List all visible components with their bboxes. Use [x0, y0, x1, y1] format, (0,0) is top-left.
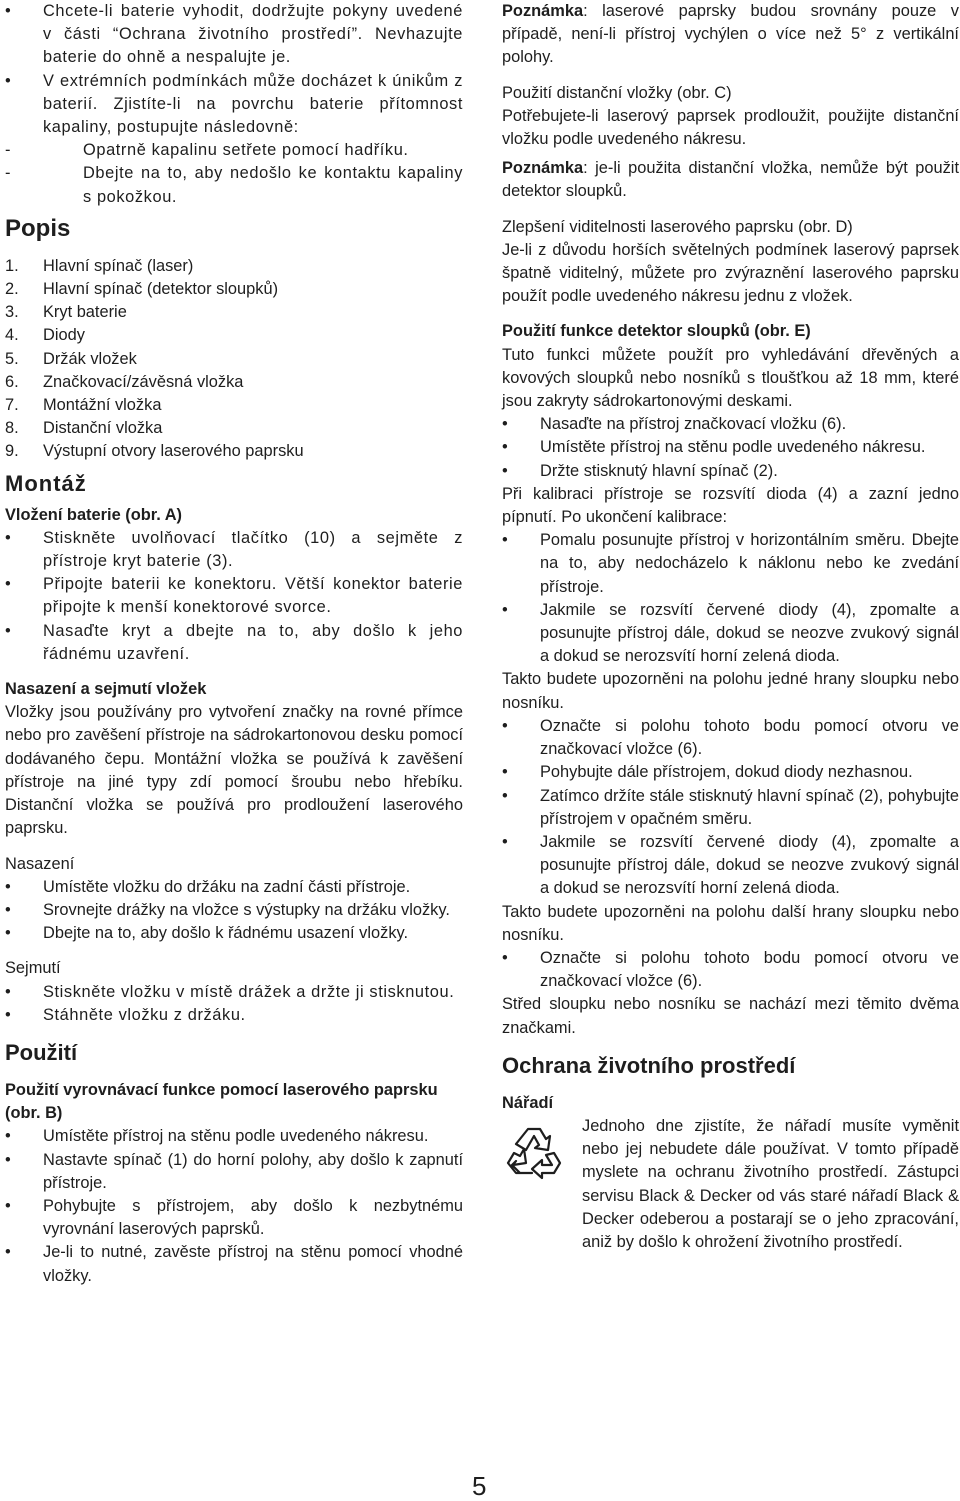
list-item: • Nastavte spínač (1) do horní polohy, aby došlo k zapnutí přístroje.: [5, 1149, 463, 1195]
recycle-icon: [502, 1119, 566, 1183]
list-item: • Nasaďte na přístroj značkovací vložku (6).: [502, 413, 959, 436]
distancni-text: Potřebujete-li laserový paprsek prodloužit, použijte distanční vložku podle uvedeného nákresu.: [502, 106, 959, 149]
list-item: • Pohybujte s přístrojem, aby došlo k nezbytnému vyrovnání laserových paprsků.: [5, 1195, 463, 1241]
item-text: Hlavní spínač (detektor sloupků): [43, 280, 279, 299]
pouziti-heading: Použití: [5, 1039, 78, 1065]
nasazeni-sejmuti-text: Vložky jsou používány pro vytvoření značky na rovné přímce nebo pro zavěšení přístroje na sádrokartonovou desku pomocí dodávaného čepu. Montážní vložka se používá k zavěšení přístroje na jiné typy zdí pomocí šroubu nebo hřebíku. Distanční vložka se používá pro prodloužení laserového paprsku.: [5, 703, 463, 838]
poznamka-note: [502, 0, 959, 70]
list-item: [5, 440, 463, 463]
list-item: • Připojte baterii ke konektoru. Větší konektor baterie připojte k menší konektorové svorce.: [5, 573, 463, 619]
list-item: • Jakmile se rozsvítí červené diody (4), zpomalte a posunujte přístroj dále, dokud se neozve zvukový signál a dokud se nerozsvítí horní zelená dioda.: [502, 599, 959, 669]
vlozeni-list: [5, 527, 463, 666]
oznacte-list: [502, 715, 959, 901]
note-label: Poznámka: [502, 2, 584, 20]
list-item: [5, 162, 463, 208]
note-text: : je-li použita distanční vložka, nemůže být použit detektor sloupků.: [502, 159, 959, 201]
item-number: 4.: [5, 326, 19, 345]
list-item: • Srovnejte drážky na vložce s výstupky na držáku vložky.: [5, 899, 463, 922]
naradi-text: Jednoho dne zjistíte, že nářadí musíte vyměnit nebo jej nebudete dále používat. V tomto případě myslete na ochranu životního prostředí. Zástupci servisu Black & Decker od vás staré nářadí Black & Decker odeberou a postarají se o jeho zpracování, aniž by došlo k ohrožení životního prostředí.: [582, 1116, 959, 1251]
detektor-heading: Použití funkce detektor sloupků (obr. E): [502, 322, 811, 341]
stred-text: Střed sloupku nebo nosníku se nachází mezi těmito dvěma značkami.: [502, 995, 959, 1037]
vlozeni-heading: Vložení baterie (obr. A): [5, 505, 182, 524]
list-item: • Označte si polohu tohoto bodu pomocí otvoru ve značkovací vložce (6).: [502, 715, 959, 761]
upozorneni-text: Takto budete upozorněni na polohu jedné hrany sloupku nebo nosníku.: [502, 670, 959, 712]
item-text: Výstupní otvory laserového paprsku: [43, 442, 304, 461]
list-item: [5, 348, 463, 371]
nasazeni-sejmuti-heading: Nasazení a sejmutí vložek: [5, 680, 207, 699]
list-item: • Označte si polohu tohoto bodu pomocí otvoru ve značkovací vložce (6).: [502, 947, 959, 993]
vyrovnavaci-heading: Použití vyrovnávací funkce pomocí laserového paprsku (obr. B): [5, 1080, 438, 1123]
parts-list: [5, 255, 463, 464]
list-item: • Nasaďte kryt a dbejte na to, aby došlo k jeho řádnému uzavření.: [5, 620, 463, 666]
list-item: • Jakmile se rozsvítí červené diody (4), zpomalte a posunujte přístroj dále, dokud se neozve zvukový signál a dokud se nerozsvítí horní zelená dioda.: [502, 831, 959, 901]
list-item: • Pohybujte dále přístrojem, dokud diody nezhasnou.: [502, 761, 959, 784]
list-item: • Je-li to nutné, zavěste přístroj na stěnu pomocí vhodné vložky.: [5, 1241, 463, 1287]
poznamka-note-2: [502, 157, 959, 203]
sejmuti-list: [5, 981, 463, 1027]
item-text: Kryt baterie: [43, 303, 127, 322]
battery-bullet-list: [5, 0, 463, 139]
note-label: Poznámka: [502, 159, 584, 178]
list-item: [5, 371, 463, 394]
item-number: 9.: [5, 442, 19, 461]
list-item: • Zatímco držíte stále stisknutý hlavní spínač (2), pohybujte přístrojem v opačném směru.: [502, 785, 959, 831]
list-item: • Stiskněte vložku v místě drážek a držte ji stisknutou.: [5, 981, 463, 1004]
list-item: • Pomalu posunujte přístroj v horizontálním směru. Dbejte na to, aby nedocházelo k náklonu nebo ke zvedání přístroje.: [502, 529, 959, 599]
right-column: [502, 0, 959, 1254]
detektor-text: Tuto funkci můžete použít pro vyhledávání dřevěných a kovových sloupků nebo nosníků s tloušťkou až 18 mm, které jsou zakryty sádrokartonovými deskami.: [502, 345, 959, 411]
list-item: [5, 417, 463, 440]
list-item: • Dbejte na to, aby došlo k řádnému usazení vložky.: [5, 922, 463, 945]
battery-dash-list: [5, 139, 463, 209]
list-item: • V extrémních podmínkách může docházet k únikům z baterií. Zjistíte-li na povrchu baterie přítomnost kapaliny, postupujte následovně:: [5, 70, 463, 140]
item-text: Držák vložek: [43, 349, 137, 368]
kalibrace-list: [502, 529, 959, 668]
montaz-heading: Montáž: [5, 470, 87, 496]
list-item: [5, 301, 463, 324]
list-item: [5, 278, 463, 301]
list-item: • Umístěte přístroj na stěnu podle uvedeného nákresu.: [502, 436, 959, 459]
detektor-list: [502, 413, 959, 483]
item-number: 7.: [5, 396, 19, 415]
item-text: Distanční vložka: [43, 419, 163, 438]
distancni-heading: Použití distanční vložky (obr. C): [502, 83, 732, 102]
viditelnost-heading: Zlepšení viditelnosti laserového paprsku (obr. D): [502, 217, 853, 236]
note-text: : laserové paprsky budou srovnány pouze v případě, není-li přístroj vychýlen o více než 5° z vertikální polohy.: [502, 2, 959, 67]
oznacte-list-2: [502, 947, 959, 993]
item-text: Diody: [43, 326, 85, 345]
sejmuti-label: Sejmutí: [5, 959, 61, 978]
list-item: • Umístěte přístroj na stěnu podle uvedeného nákresu.: [5, 1125, 463, 1148]
list-item: • Stáhněte vložku z držáku.: [5, 1004, 463, 1027]
nasazeni-label: Nasazení: [5, 854, 75, 873]
item-number: 5.: [5, 349, 19, 368]
list-item: [5, 394, 463, 417]
naradi-heading: Nářadí: [502, 1093, 554, 1112]
item-number: 2.: [5, 280, 19, 299]
vyrovnavaci-list: [5, 1125, 463, 1287]
popis-heading: Popis: [5, 214, 71, 242]
ochrana-heading: Ochrana životního prostředí: [502, 1052, 796, 1078]
list-item: • Chcete-li baterie vyhodit, dodržujte pokyny uvedené v části “Ochrana životního prostředí”. Nevhazujte baterie do ohně a nespalujte je.: [5, 0, 463, 70]
item-number: 3.: [5, 303, 19, 322]
upozorneni-text-2: Takto budete upozorněni na polohu další hrany sloupku nebo nosníku.: [502, 902, 959, 944]
item-number: 1.: [5, 256, 19, 275]
list-item-text: Dbejte na to, aby nedošlo ke kontaktu kapaliny s pokožkou.: [83, 164, 463, 206]
list-item: - Opatrně kapalinu setřete pomocí hadříku.: [5, 139, 463, 162]
kalibrace-text: Při kalibraci přístroje se rozsvítí dioda (4) a zazní jedno pípnutí. Po ukončení kalibrace:: [502, 484, 959, 527]
nasazeni-list: [5, 876, 463, 946]
item-text: Montážní vložka: [43, 396, 162, 415]
naradi-section: [502, 1115, 959, 1254]
list-item: • Stiskněte uvolňovací tlačítko (10) a sejměte z přístroje kryt baterie (3).: [5, 527, 463, 573]
viditelnost-text: Je-li z důvodu horších světelných podmínek laserový paprsek špatně viditelný, můžete pro zvýraznění laserového paprsku použít podle uvedeného nákresu jednu z vložek.: [502, 240, 959, 306]
left-column: [5, 0, 463, 1288]
item-number: 6.: [5, 372, 19, 391]
list-item: [5, 255, 463, 278]
page-number: 5: [472, 1471, 487, 1501]
item-text: Hlavní spínač (laser): [43, 256, 194, 275]
item-number: 8.: [5, 419, 19, 438]
list-item: • Umístěte vložku do držáku na zadní části přístroje.: [5, 876, 463, 899]
list-item: • Držte stisknutý hlavní spínač (2).: [502, 460, 959, 483]
list-item: [5, 324, 463, 347]
item-text: Značkovací/závěsná vložka: [43, 372, 244, 391]
